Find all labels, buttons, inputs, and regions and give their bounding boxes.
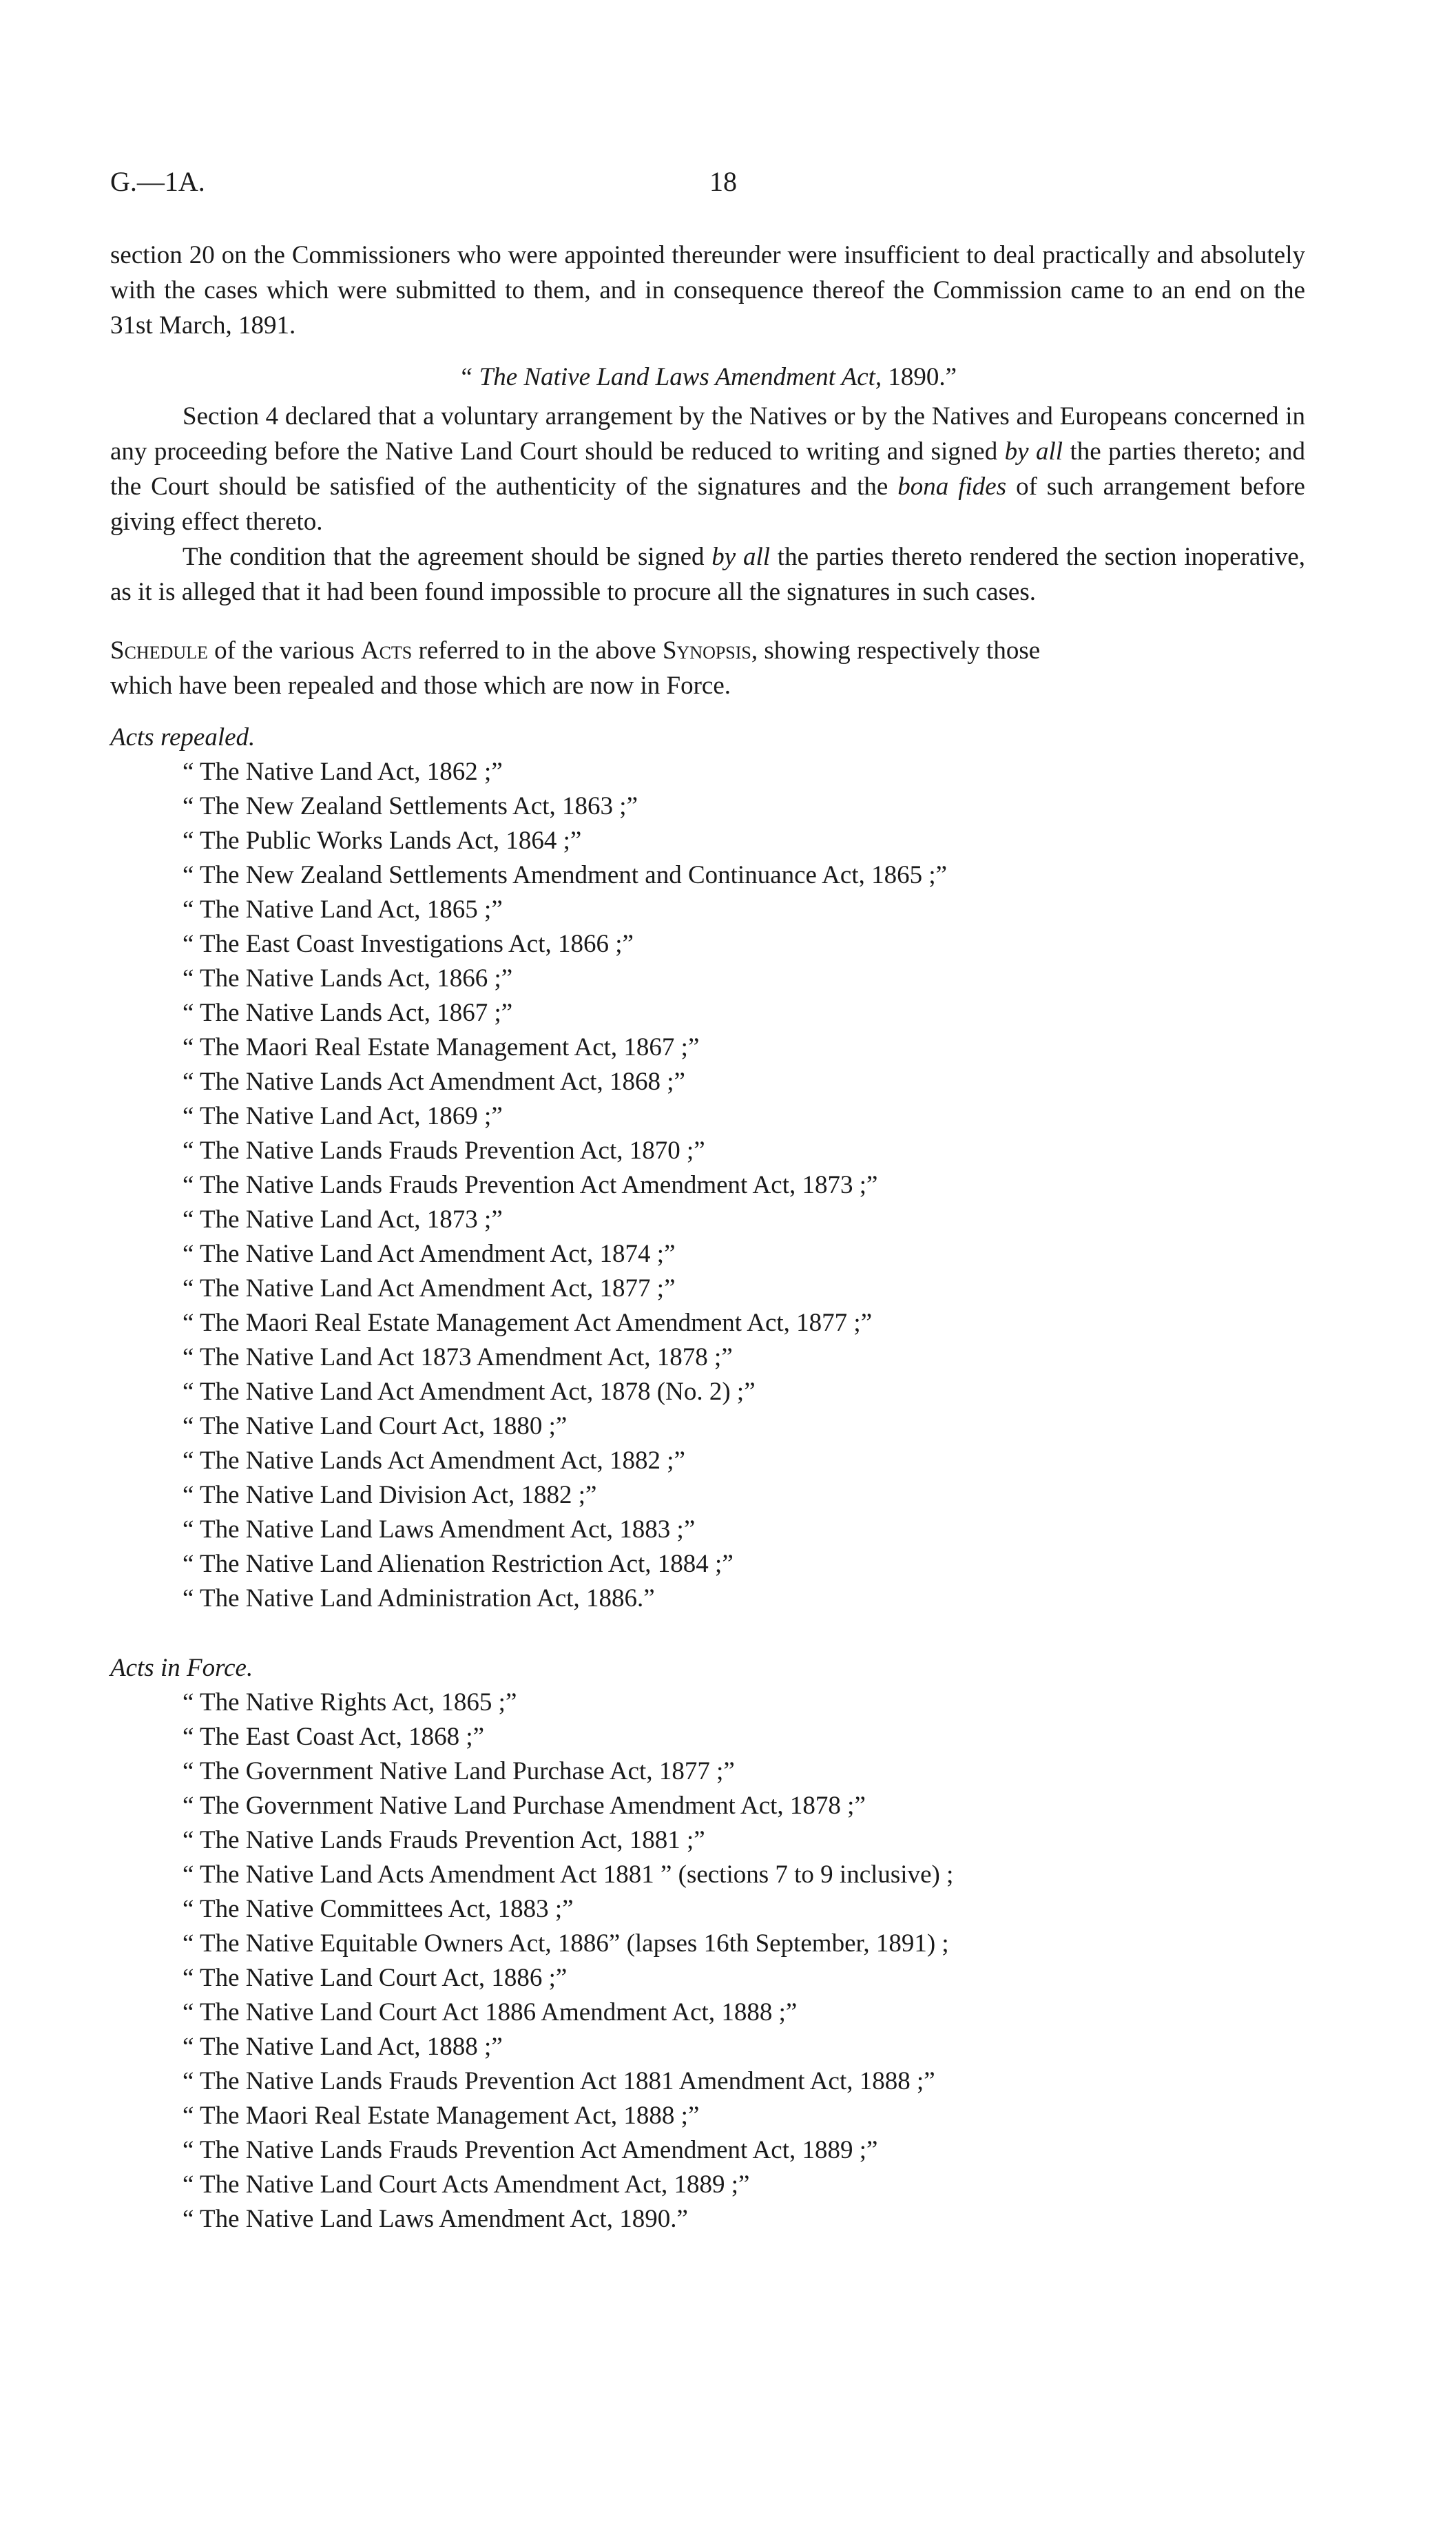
act-list-item: “ The Native Land Act, 1869 ;” (183, 1102, 503, 1130)
schedule-heading (110, 633, 1305, 668)
paragraph-text: The condition that the agreement should be signed (183, 543, 712, 571)
paragraph-emphasis: by all (711, 543, 771, 571)
paragraph-emphasis: bona fides (897, 473, 1007, 501)
act-list-item: “ The East Coast Investigations Act, 1866 ;” (183, 930, 634, 958)
paragraph-commission-end: section 20 on the Commissioners who were appointed thereunder were insufficient to deal practically and absolutely with the cases which were submitted to them, and in consequence thereof the Commission came to an end on the 31st March, 1891. (110, 241, 1305, 340)
act-list-item: “ The Native Land Alienation Restriction Act, 1884 ;” (183, 1550, 734, 1578)
act-list-item: “ The Native Lands Act, 1866 ;” (183, 964, 513, 993)
act-list-item: “ The Native Land Court Act, 1886 ;” (183, 1964, 568, 1992)
schedule-word: Synopsis (662, 636, 751, 665)
act-list-item: “ The Native Lands Act, 1867 ;” (183, 999, 513, 1027)
act-list-item: “ The Native Lands Frauds Prevention Act, 1870 ;” (183, 1137, 705, 1165)
act-list-item: “ The Native Land Court Act 1886 Amendment Act, 1888 ;” (183, 1998, 798, 2026)
act-list-item: “ The Native Land Division Act, 1882 ;” (183, 1481, 597, 1509)
body-text (110, 238, 1305, 2237)
paragraph-section-4 (110, 399, 1305, 539)
page-header (110, 165, 1336, 207)
paragraph-text: the parties thereto rendered the section inoperative, as it is alleged that it had been found impossible to procure all the signatures in such cases. (110, 543, 1305, 606)
act-list-item: “ The East Coast Act, 1868 ;” (183, 1723, 485, 1751)
act-list-item: “ The Native Lands Frauds Prevention Act Amendment Act, 1889 ;” (183, 2136, 878, 2164)
act-list-item: “ The Native Land Act Amendment Act, 1878 (No. 2) ;” (183, 1378, 756, 1406)
act-list-item: “ The Native Land Act Amendment Act, 1877 ;” (183, 1274, 676, 1303)
act-section-heading-year: 1890.” (882, 363, 957, 391)
act-section-heading (110, 360, 1305, 395)
act-list-item: “ The Native Committees Act, 1883 ;” (183, 1895, 574, 1923)
act-list-item: “ The Government Native Land Purchase Act, 1877 ;” (183, 1757, 735, 1785)
act-list-item: “ The Native Equitable Owners Act, 1886” (lapses 16th September, 1891) ; (183, 1929, 949, 1958)
paragraph-emphasis: by all (1004, 437, 1063, 466)
acts-repealed-heading: Acts repealed. (110, 723, 256, 751)
act-list-item: “ The Native Land Acts Amendment Act 1881 ” (sections 7 to 9 inclusive) ; (183, 1860, 954, 1889)
act-list-item: “ The Maori Real Estate Management Act, 1867 ;” (183, 1033, 700, 1061)
paragraph-text: of such arrangement before giving effect thereto. (110, 473, 1305, 536)
schedule-text: of the various (207, 636, 361, 665)
act-list-item: “ The Native Land Laws Amendment Act, 1883 ;” (183, 1515, 696, 1544)
act-list-item: “ The Maori Real Estate Management Act, 1888 ;” (183, 2102, 700, 2130)
act-list-item: “ The Native Land Act, 1888 ;” (183, 2033, 503, 2061)
act-list-item: “ The Public Works Lands Act, 1864 ;” (183, 827, 582, 855)
page-number: 18 (709, 166, 737, 197)
acts-repealed-list (110, 755, 1305, 1616)
paragraph-text: Section 4 declared that a voluntary arrangement by the Natives or by the Natives and Europeans concerned in any proceeding before the Native Land Court should be reduced to writing and signed (110, 402, 1305, 466)
schedule-heading-line2: which have been repealed and those which are now in Force. (110, 672, 731, 700)
act-list-item: “ The New Zealand Settlements Amendment and Continuance Act, 1865 ;” (183, 861, 948, 889)
act-list-item: “ The Native Lands Frauds Prevention Act Amendment Act, 1873 ;” (183, 1171, 878, 1199)
acts-in-force-heading: Acts in Force. (110, 1654, 253, 1682)
document-reference: G.—1A. (110, 166, 205, 197)
act-list-item: “ The Native Land Act Amendment Act, 1874 ;” (183, 1240, 676, 1268)
act-list-item: “ The Native Land Court Acts Amendment Act, 1889 ;” (183, 2170, 750, 2199)
paragraph-text: the parties thereto; and the Court should be satisfied of the authenticity of the signatures and the (110, 437, 1305, 501)
act-list-item: “ The Native Land Court Act, 1880 ;” (183, 1412, 568, 1440)
paragraph-condition (110, 539, 1305, 610)
schedule-text: referred to in the above (412, 636, 663, 665)
acts-in-force-list (110, 1686, 1305, 2237)
act-list-item: “ The New Zealand Settlements Act, 1863 ;” (183, 792, 638, 820)
act-list-item: “ The Native Lands Frauds Prevention Act, 1881 ;” (183, 1826, 705, 1854)
act-list-item: “ The Government Native Land Purchase Amendment Act, 1878 ;” (183, 1792, 866, 1820)
act-list-item: “ The Native Land Act 1873 Amendment Act, 1878 ;” (183, 1343, 733, 1371)
act-list-item: “ The Native Rights Act, 1865 ;” (183, 1688, 517, 1717)
act-section-heading-title: “ The Native Land Laws Amendment Act, (458, 363, 882, 391)
schedule-word: Acts (360, 636, 413, 665)
act-list-item: “ The Native Lands Act Amendment Act, 1868 ;” (183, 1068, 685, 1096)
act-list-item: “ The Native Land Administration Act, 1886.” (183, 1584, 655, 1613)
act-list-item: “ The Maori Real Estate Management Act Amendment Act, 1877 ;” (183, 1309, 873, 1337)
act-list-item: “ The Native Land Act, 1873 ;” (183, 1205, 503, 1234)
act-list-item: “ The Native Land Act, 1862 ;” (183, 758, 503, 786)
act-list-item: “ The Native Lands Frauds Prevention Act 1881 Amendment Act, 1888 ;” (183, 2067, 935, 2095)
act-list-item: “ The Native Land Act, 1865 ;” (183, 895, 503, 924)
act-list-item: “ The Native Land Laws Amendment Act, 1890.” (183, 2205, 688, 2233)
schedule-word: Schedule (110, 636, 208, 665)
schedule-text: , showing respectively those (751, 636, 1041, 665)
act-list-item: “ The Native Lands Act Amendment Act, 1882 ;” (183, 1447, 685, 1475)
